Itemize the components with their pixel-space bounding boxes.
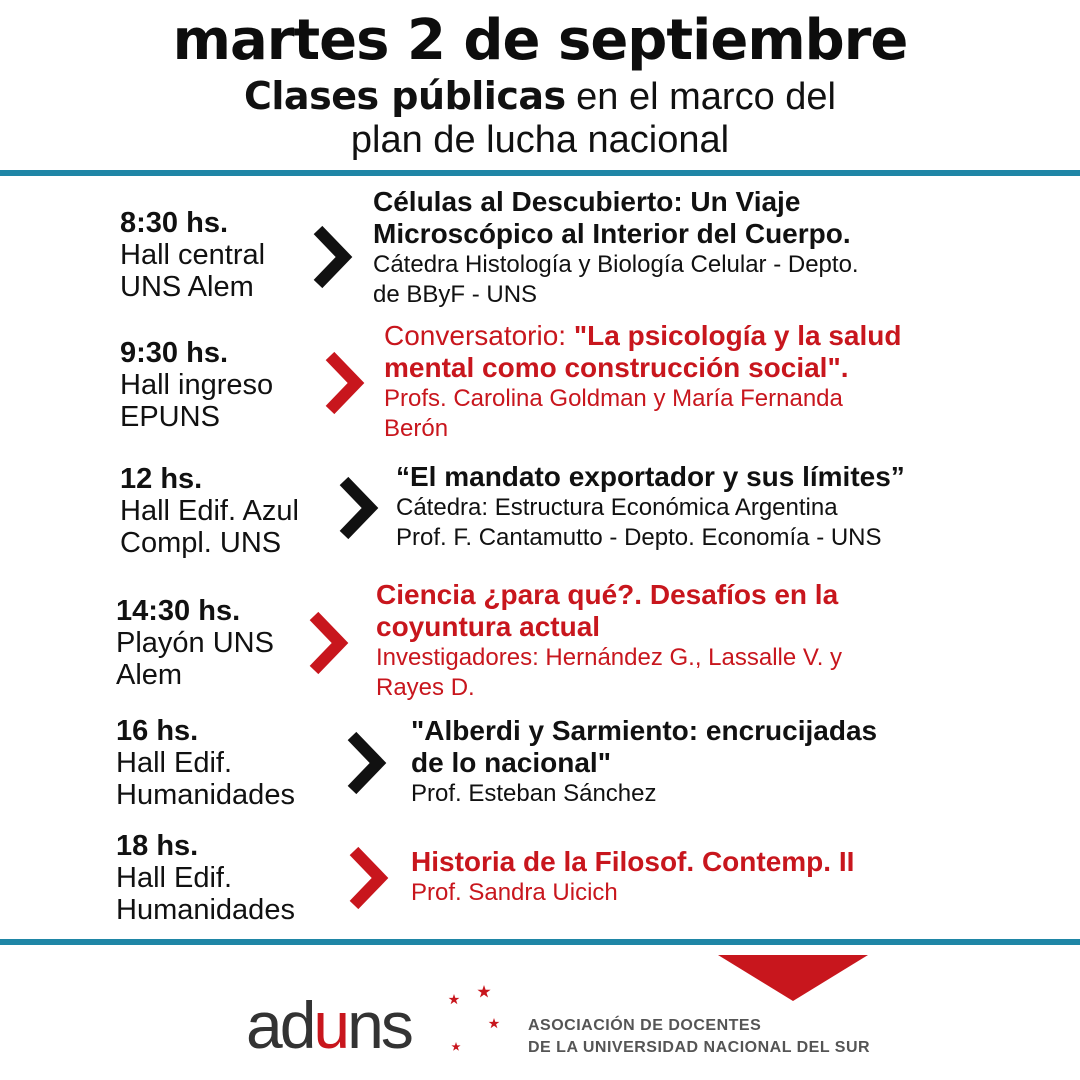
event-title: coyuntura actual [376, 611, 601, 642]
event-title: Ciencia ¿para qué?. Desafíos en la [376, 579, 839, 610]
event-detail: Cátedra Histología y Biología Celular - Depto. [373, 251, 859, 278]
event-when [120, 337, 273, 433]
logo-text-pre: ad [246, 988, 314, 1062]
chevron-right-icon [332, 473, 382, 543]
event-place: Hall Edif. [116, 747, 233, 779]
chevron-right-icon [306, 222, 356, 292]
event-title: Células al Descubierto: Un Viaje [373, 186, 801, 217]
event-info [411, 715, 877, 809]
event-place: EPUNS [120, 401, 220, 433]
event-info [373, 186, 859, 310]
association-line-2: DE LA UNIVERSIDAD NACIONAL DEL SUR [528, 1039, 871, 1056]
event-info [396, 461, 905, 553]
event-info [376, 579, 842, 703]
subtitle-line-1 [0, 74, 1080, 119]
event-place: Playón UNS [116, 627, 274, 659]
event-title: "Alberdi y Sarmiento: encrucijadas [411, 715, 878, 746]
red-stars-icon [440, 980, 510, 1060]
logo-text-post: ns [347, 988, 411, 1062]
event-detail: Rayes D. [376, 674, 475, 701]
event-title: Historia de la Filosof. Contemp. II [411, 846, 855, 877]
event-detail: Investigadores: Hernández G., Lassalle V. y [376, 644, 843, 671]
event-time: 14:30 hs. [116, 595, 241, 627]
event-title: mental como construcción social". [384, 352, 849, 383]
event-place: Hall Edif. Azul [120, 495, 299, 527]
event-place: UNS Alem [120, 271, 254, 303]
event-when [120, 207, 265, 303]
event-title-lead: Conversatorio: [384, 320, 574, 351]
subtitle-line-2: plan de lucha nacional [350, 119, 730, 161]
event-info [384, 320, 901, 444]
event-place: Hall ingreso [120, 369, 274, 401]
event-detail: Profs. Carolina Goldman y María Fernanda [384, 385, 843, 412]
event-when [116, 595, 274, 691]
event-place: Hall Edif. [116, 862, 233, 894]
red-triangle-icon [718, 955, 868, 1001]
event-when [116, 830, 295, 926]
event-when [116, 715, 295, 811]
event-detail: Cátedra: Estructura Económica Argentina [396, 494, 838, 521]
event-time: 18 hs. [116, 830, 199, 862]
event-detail: Berón [384, 415, 449, 442]
event-detail: Prof. Sandra Uicich [411, 879, 618, 906]
chevron-right-icon [302, 608, 352, 678]
subtitle-rest: en el marco del [565, 76, 836, 118]
chevron-right-icon [340, 728, 390, 798]
event-detail: Prof. Esteban Sánchez [411, 780, 657, 807]
event-detail: Prof. F. Cantamutto - Depto. Economía - UNS [396, 524, 882, 551]
association-name [528, 1015, 870, 1059]
subtitle-bold: Clases públicas [244, 74, 566, 118]
event-title: de lo nacional" [411, 747, 611, 778]
bottom-divider [0, 939, 1080, 945]
event-time: 9:30 hs. [120, 337, 228, 369]
aduns-logo [246, 990, 411, 1060]
event-time: 12 hs. [120, 463, 203, 495]
association-line-1: ASOCIACIÓN DE DOCENTES [528, 1017, 762, 1034]
event-time: 8:30 hs. [120, 207, 228, 239]
event-place: Hall central [120, 239, 266, 271]
event-when [120, 463, 299, 559]
event-info [411, 846, 854, 908]
event-place: Compl. UNS [120, 527, 282, 559]
top-divider [0, 170, 1080, 176]
event-detail: de BByF - UNS [373, 281, 538, 308]
event-place: Humanidades [116, 779, 295, 811]
event-title [384, 320, 901, 352]
chevron-right-icon [318, 348, 368, 418]
event-time: 16 hs. [116, 715, 199, 747]
event-title: Microscópico al Interior del Cuerpo. [373, 218, 851, 249]
chevron-right-icon [342, 843, 392, 913]
logo-text-u: u [313, 988, 348, 1062]
event-title-line: "La psicología y la salud [573, 320, 902, 351]
page-title: martes 2 de septiembre [172, 8, 908, 73]
event-place: Humanidades [116, 894, 295, 926]
event-title: “El mandato exportador y sus límites” [396, 461, 905, 492]
event-place: Alem [116, 659, 183, 691]
